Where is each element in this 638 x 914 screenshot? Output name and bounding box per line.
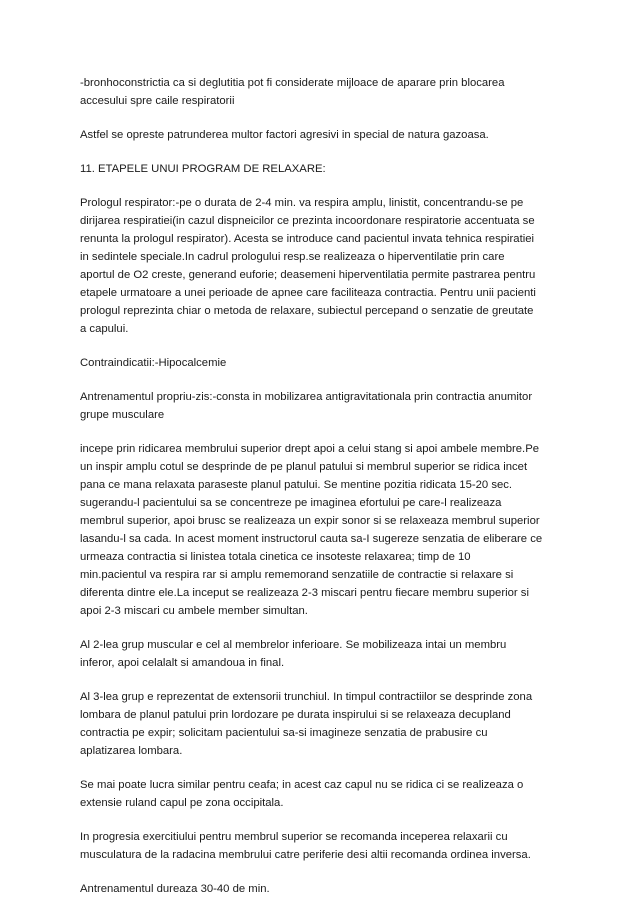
text-line: aplatizarea lombara.: [80, 745, 183, 757]
text-line: lasandu-l sa cada. In acest moment instructorul cauta sa-I sugereze senzatia de eliberare ce: [80, 533, 543, 545]
text-line: Al 2-lea grup muscular e cel al membrelor inferioare. Se mobilizeaza intai un membru: [80, 639, 507, 651]
text-line: urmeaza contractia si linistea totala cinetica ce insoteste relaxarea; timp de 10: [80, 551, 471, 563]
text-line: renunta la prologul respirator). Acesta se introduce cand pacientul invata tehnica respiratiei: [80, 233, 535, 245]
paragraph: [80, 440, 566, 620]
text-line: contractia pe expir; solicitam pacientului sa-si imagineze senzatia de prabusire cu: [80, 727, 488, 739]
text-line: prologul reprezinta chiar o metoda de relaxare, subiectul percepand o senzatie de greutate: [80, 305, 534, 317]
paragraph: [80, 126, 566, 144]
text-line: Se mai poate lucra similar pentru ceafa; in acest caz capul nu se ridica ci se realizeaza o: [80, 779, 524, 791]
text-line: Antrenamentul dureaza 30-40 de min.: [80, 883, 270, 895]
text-line: in sedintele speciale.In cadrul prologului resp.se realizeaza o hiperventilatie prin care: [80, 251, 505, 263]
text-line: Al 3-lea grup e reprezentat de extensorii trunchiul. In timpul contractiilor se desprinde zona: [80, 691, 533, 703]
text-line: Contraindicatii:-Hipocalcemie: [80, 357, 227, 369]
text-line: inferor, apoi celalalt si amandoua in final.: [80, 657, 285, 669]
text-line: Astfel se opreste patrunderea multor factori agresivi in special de natura gazoasa.: [80, 129, 489, 141]
text-line: sugerandu-l pacientului sa se concentreze pe imaginea efortului pe care-l realizeaza: [80, 497, 502, 509]
paragraph: [80, 688, 566, 760]
paragraph: [80, 74, 566, 110]
text-line: Antrenamentul propriu-zis:-consta in mobilizarea antigravitationala prin contractia anumitor: [80, 391, 533, 403]
text-line: a capului.: [80, 323, 129, 335]
text-line: Prologul respirator:-pe o durata de 2-4 min. va respira amplu, linistit, concentrandu-se pe: [80, 197, 524, 209]
text-line: pana ce mana relaxata paraseste planul patului. Se mentine pozitia ridicata 15-20 sec.: [80, 479, 513, 491]
text-line: membrul superior, apoi brusc se realizeaza un expir sonor si se relaxeaza membrul superior: [80, 515, 540, 527]
text-line: apoi 2-3 miscari cu ambele member simultan.: [80, 605, 308, 617]
text-line: 11. ETAPELE UNUI PROGRAM DE RELAXARE:: [80, 163, 326, 175]
text-line: min.pacientul va respira rar si amplu rememorand senzatiile de contractie si relaxare si: [80, 569, 514, 581]
text-line: extensie ruland capul pe zona occipitala.: [80, 797, 284, 809]
text-line: In progresia exercitiului pentru membrul superior se recomanda inceperea relaxarii cu: [80, 831, 508, 843]
text-line: incepe prin ridicarea membrului superior drept apoi a celui stang si apoi ambele membre.Pe: [80, 443, 540, 455]
text-line: diferenta dintre ele.La inceput se realizeaza 2-3 miscari pentru fiecare membru superior si: [80, 587, 529, 599]
text-line: etapele urmatoare a unei perioade de apnee care faciliteaza contractia. Pentru unii pacienti: [80, 287, 536, 299]
text-line: -bronhoconstrictia ca si deglutitia pot fi considerate mijloace de aparare prin blocarea: [80, 77, 505, 89]
text-line: un inspir amplu cotul se desprinde de pe planul patului si membrul superior se ridica incet: [80, 461, 528, 473]
text-line: grupe musculare: [80, 409, 165, 421]
text-line: dirijarea respiratiei(in cazul dispneicilor ce prezinta incoordonare respiratorie accentuata se: [80, 215, 535, 227]
paragraph: [80, 636, 566, 672]
text-line: accesului spre caile respiratorii: [80, 95, 235, 107]
paragraph: [80, 354, 566, 372]
text-line: lombara de planul patului prin lordozare pe durata inspirului si se relaxeaza decupland: [80, 709, 511, 721]
text-line: aportul de O2 creste, generand euforie; deasemeni hiperventilatia permite pastrarea pentru: [80, 269, 536, 281]
text-line: musculatura de la radacina membrului catre periferie desi altii recomanda ordinea inversa.: [80, 849, 531, 861]
paragraph: [80, 388, 566, 424]
paragraph: [80, 828, 566, 864]
paragraph: [80, 194, 566, 338]
document-page: [80, 74, 566, 914]
paragraph: [80, 160, 566, 178]
paragraph: [80, 880, 566, 898]
paragraph: [80, 776, 566, 812]
